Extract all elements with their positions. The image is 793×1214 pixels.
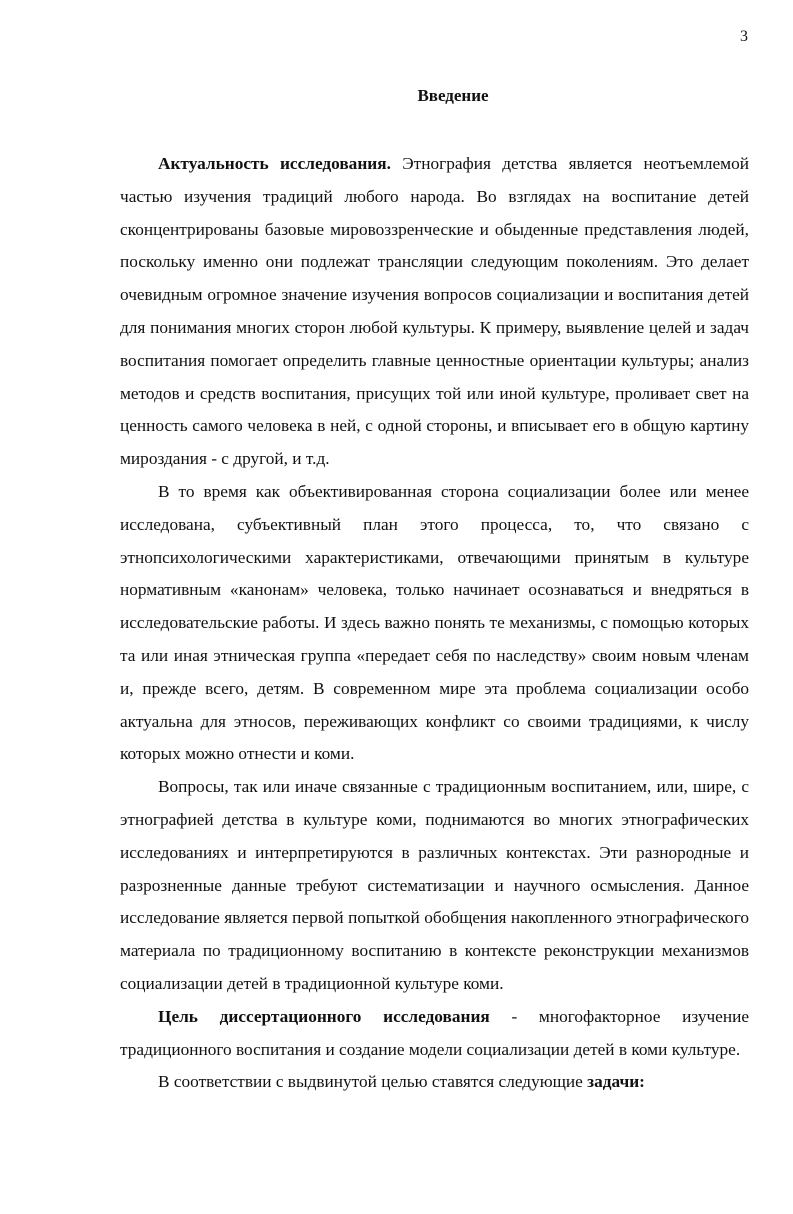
page-number: 3	[740, 28, 748, 45]
tasks-text: В соответствии с выдвинутой целью ставятся следующие	[158, 1072, 588, 1092]
tasks-heading: задачи:	[587, 1072, 645, 1092]
paragraph-goal	[120, 1001, 749, 1067]
paragraph-socialization: В то время как объективированная сторона социализации более или менее исследована, субъективный план этого процесса, то, что связано с этнопсихологическими характеристиками, отвечающими принятым в культуре нормативным «канонам» человека, только начинает осознаваться и внедряться в исследовательские работы. И здесь важно понять те механизмы, с помощью которых та или иная этническая группа «передает себя по наследству» своим новым членам и, прежде всего, детям. В современном мире эта проблема социализации особо актуальна для этносов, переживающих конфликт со своими традициями, к числу которых можно отнести и коми.	[120, 481, 749, 764]
relevance-text: Этнография детства является неотъемлемой частью изучения традиций любого народа. Во взглядах на воспитание детей сконцентрированы базовые мировоззренческие и обыденные представления людей, поскольку именно они подлежат трансляции следующим поколениям. Это делает очевидным огромное значение изучения вопросов социализации и воспитания детей для понимания многих сторон любой культуры. К примеру, выявление целей и задач воспитания помогает определить главные ценностные ориентации культуры; анализ методов и средств воспитания, присущих той или иной культуре, проливает свет на ценность самого человека в ней, с одной стороны, и вписывает его в общую картину мироздания - с другой, и т.д.	[120, 154, 749, 469]
page-title: Введение	[417, 86, 489, 105]
paragraph-research-questions: Вопросы, так или иначе связанные с традиционным воспитанием, или, шире, с этнографией детства в культуре коми, поднимаются во многих этнографических исследованиях и интерпретируются в различных контекстах. Эти разнородные и разрозненные данные требуют систематизации и научного осмысления. Данное исследование является первой попыткой обобщения накопленного этнографического материала по традиционному воспитанию в контексте реконструкции механизмов социализации детей в традиционной культуре коми.	[120, 777, 749, 993]
goal-text: - многофакторное изучение традиционного воспитания и создание модели социализации детей в коми культуре.	[120, 1006, 749, 1059]
paragraph-relevance	[120, 148, 749, 476]
goal-heading: Цель диссертационного исследования	[158, 1006, 490, 1026]
relevance-heading: Актуальность исследования.	[158, 154, 391, 173]
document-body	[120, 148, 749, 1099]
paragraph-tasks	[120, 1066, 749, 1099]
